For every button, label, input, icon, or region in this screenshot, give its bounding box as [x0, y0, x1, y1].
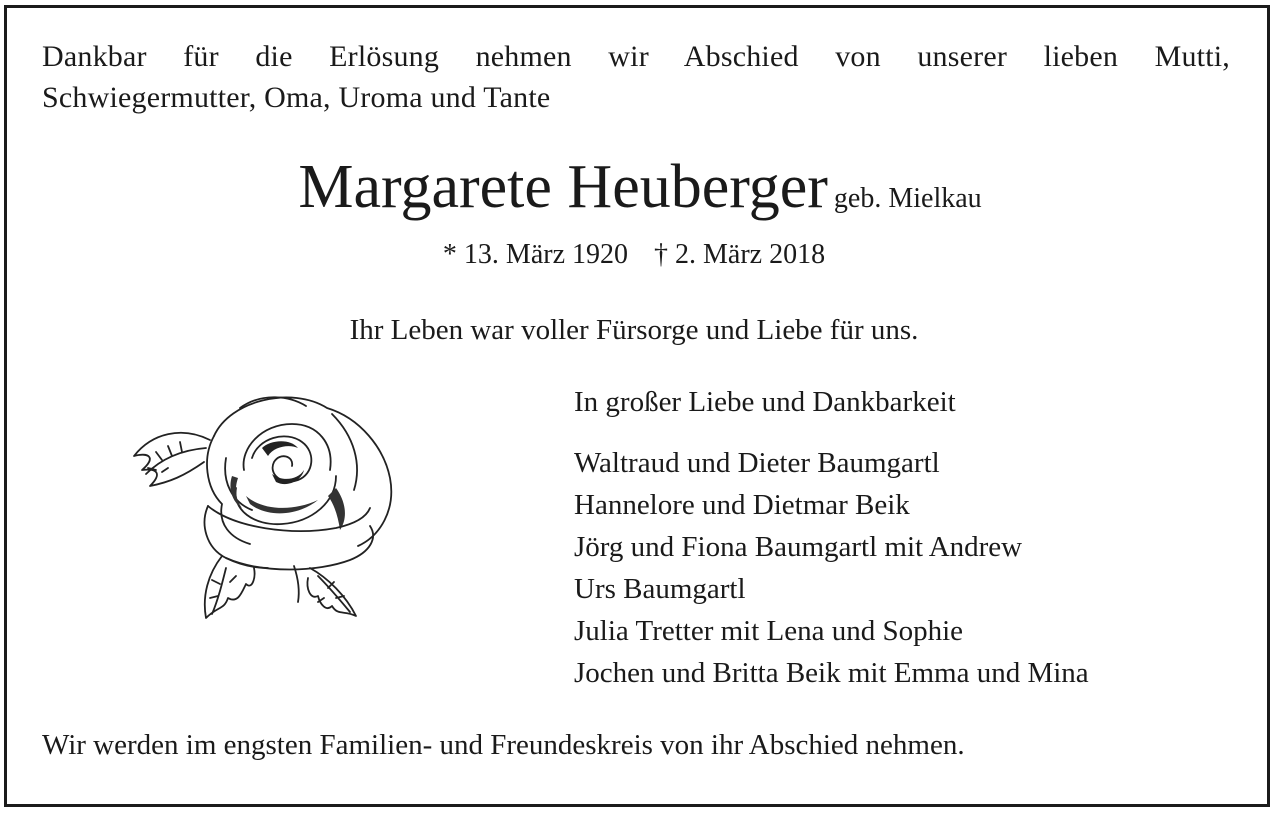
intro-line-2: Schwiegermutter, Oma, Uroma und Tante — [42, 81, 551, 114]
rose-icon — [122, 378, 412, 628]
mourners-section — [574, 381, 1254, 694]
mourner-item: Jörg und Fiona Baumgartl mit Andrew — [574, 531, 1023, 563]
mourner-item: Jochen und Britta Beik mit Emma und Mina — [574, 657, 1089, 689]
mourners-list — [574, 442, 1254, 694]
mourner-item: Hannelore und Dietmar Beik — [574, 489, 910, 521]
deceased-name: Margarete Heuberger — [298, 153, 828, 221]
maiden-name: geb. Mielkau — [833, 183, 982, 214]
motto: Ihr Leben war voller Fürsorge und Liebe für uns. — [349, 314, 919, 346]
death-date: † 2. März 2018 — [654, 239, 826, 270]
deceased-heading — [0, 150, 1280, 224]
mourner-item: Julia Tretter mit Lena und Sophie — [574, 615, 964, 647]
mourner-item: Waltraud und Dieter Baumgartl — [574, 447, 940, 479]
birth-date: * 13. März 1920 — [442, 239, 628, 270]
intro-text — [42, 36, 1232, 118]
closing-text: Wir werden im engsten Familien- und Freundeskreis von ihr Abschied nehmen. — [42, 729, 965, 761]
life-dates — [0, 235, 1268, 275]
mourner-item: Urs Baumgartl — [574, 573, 746, 605]
intro-line-1: Dankbar für die Erlösung nehmen wir Abschied von unserer lieben Mutti, — [42, 40, 1230, 73]
mourners-lead: In großer Liebe und Dankbarkeit — [574, 386, 956, 418]
